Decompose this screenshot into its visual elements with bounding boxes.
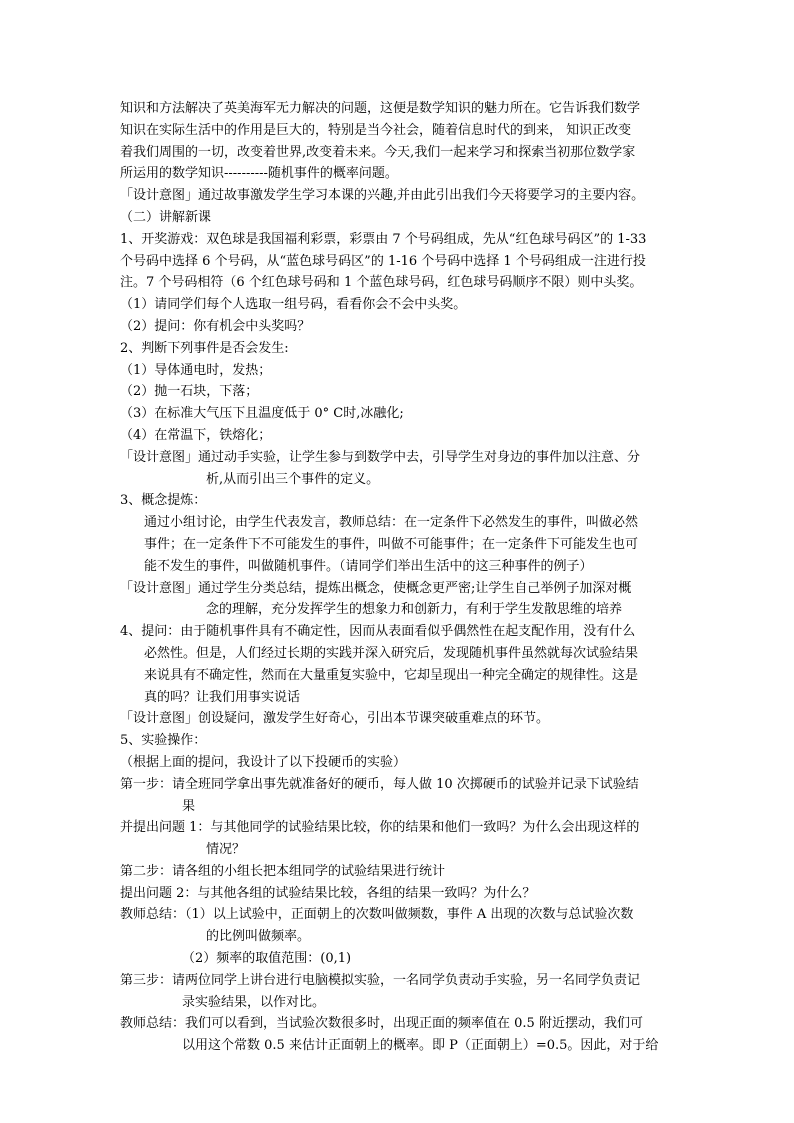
text-line: 必然性。但是，人们经过长期的实践并深入研究后，发现随机事件虽然就每次试验结果 <box>144 645 639 661</box>
text-line: 5、实验操作： <box>120 733 207 749</box>
text-line: 第一步：请全班同学拿出事先就准备好的硬币，每人做 10 次掷硬币的试验并记录下试验结 <box>120 776 639 792</box>
text-line: （3）在标准大气压下且温度低于 0° C时,冰融化; <box>120 406 404 422</box>
text-line: 提出问题 2：与其他各组的试验结果比较，各组的结果一致吗？为什么？ <box>120 885 536 901</box>
text-line: 析,从而引出三个事件的定义。 <box>206 471 380 487</box>
text-line: 知识在实际生活中的作用是巨大的，特别是当今社会，随着信息时代的到来， 知识正改变 <box>120 122 632 138</box>
text-line: （二）讲解新课 <box>120 209 212 225</box>
text-line: （2）提问：你有机会中头奖吗？ <box>120 318 311 334</box>
text-line: 教师总结：（1）以上试验中，正面朝上的次数叫做频数，事件 A 出现的次数与总试验次数 <box>120 907 634 923</box>
text-line: 所运用的数学知识----------随机事件的概率问题。 <box>120 166 398 182</box>
text-line: （1）请同学们每个人选取一组号码，看看你会不会中头奖。 <box>120 297 467 313</box>
text-line: 知识和方法解决了英美海军无力解决的问题，这便是数学知识的魅力所在。它告诉我们数学 <box>120 101 641 116</box>
text-line: 注。7 个号码相符（6 个红色球号码和 1 个蓝色球号码，红色球号码顺序不限）则中头奖。 <box>120 275 643 291</box>
text-line: （1）导体通电时，发热； <box>120 362 272 378</box>
text-line: 以用这个常数 0.5 来估计正面朝上的概率。即 P（正面朝上）=0.5。因此，对于给 <box>182 1038 659 1054</box>
text-line: 真的吗？让我们用事实说话 <box>144 689 301 705</box>
text-line: 1、开奖游戏：双色球是我国福利彩票，彩票由 7 个号码组成，先从“红色球号码区”的 1-33 <box>120 231 647 247</box>
text-line: 教师总结：我们可以看到，当试验次数很多时，出现正面的频率值在 0.5 附近摆动，我们可 <box>120 1016 643 1032</box>
text-line: 「设计意图」通过学生分类总结，提炼出概念，使概念更严密;让学生自己举例子加深对概 <box>120 580 632 596</box>
text-line: 的比例叫做频率。 <box>206 929 311 945</box>
text-line: 个号码中选择 6 个号码，从“蓝色球号码区”的 1-16 个号码中选择 1 个号码组成一注进行投 <box>120 253 646 269</box>
text-line: 「设计意图」通过动手实验，让学生参与到数学中去，引导学生对身边的事件加以注意、分 <box>120 449 641 465</box>
text-line: 果 <box>182 798 196 814</box>
text-line: 念的理解，充分发挥学生的想象力和创新力，有利于学生发散思维的培养 <box>206 602 623 618</box>
text-line: 着我们周围的一切，改变着世界,改变着未来。今天,我们一起来学习和探索当初那位数学家 <box>120 144 636 160</box>
document-body <box>120 98 676 1057</box>
text-line: 2、判断下列事件是否会发生: <box>120 340 289 356</box>
text-line: 3、概念提炼： <box>120 493 207 509</box>
text-line: （2）抛一石块，下落； <box>120 384 259 400</box>
text-line: 通过小组讨论，由学生代表发言，教师总结：在一定条件下必然发生的事件，叫做必然 <box>144 515 639 531</box>
text-line: 「设计意图」通过故事激发学生学习本课的兴趣,并由此引出我们今天将要学习的主要内容。 <box>120 188 645 204</box>
text-line: 来说具有不确定性，然而在大量重复实验中，它却呈现出一种完全确定的规律性。这是 <box>144 667 639 683</box>
text-line: 第三步：请两位同学上讲台进行电脑模拟实验，一名同学负责动手实验，另一名同学负责记 <box>120 972 641 988</box>
text-line: 情况？ <box>206 842 246 858</box>
text-line: 并提出问题 1：与其他同学的试验结果比较，你的结果和他们一致吗？为什么会出现这样的 <box>120 820 640 836</box>
text-line: 4、提问：由于随机事件具有不确定性，因而从表面看似乎偶然性在起支配作用，没有什么 <box>120 624 636 640</box>
text-line: 事件；在一定条件下不可能发生的事件，叫做不可能事件；在一定条件下可能发生也可 <box>144 536 639 552</box>
text-line: 录实验结果，以作对比。 <box>182 994 326 1010</box>
text-line: （4）在常温下，铁熔化； <box>120 427 272 443</box>
text-line: （2）频率的取值范围：(0,1) <box>182 951 352 967</box>
text-line: （根据上面的提问，我设计了以下投硬币的实验） <box>120 754 407 770</box>
text-line: 第二步：请各组的小组长把本组同学的试验结果进行统计 <box>120 863 446 879</box>
text-line: 能不发生的事件，叫做随机事件。（请同学们举出生活中的这三种事件的例子） <box>144 558 593 574</box>
text-line: 「设计意图」创设疑问，激发学生好奇心，引出本节课突破重难点的环节。 <box>120 711 550 727</box>
